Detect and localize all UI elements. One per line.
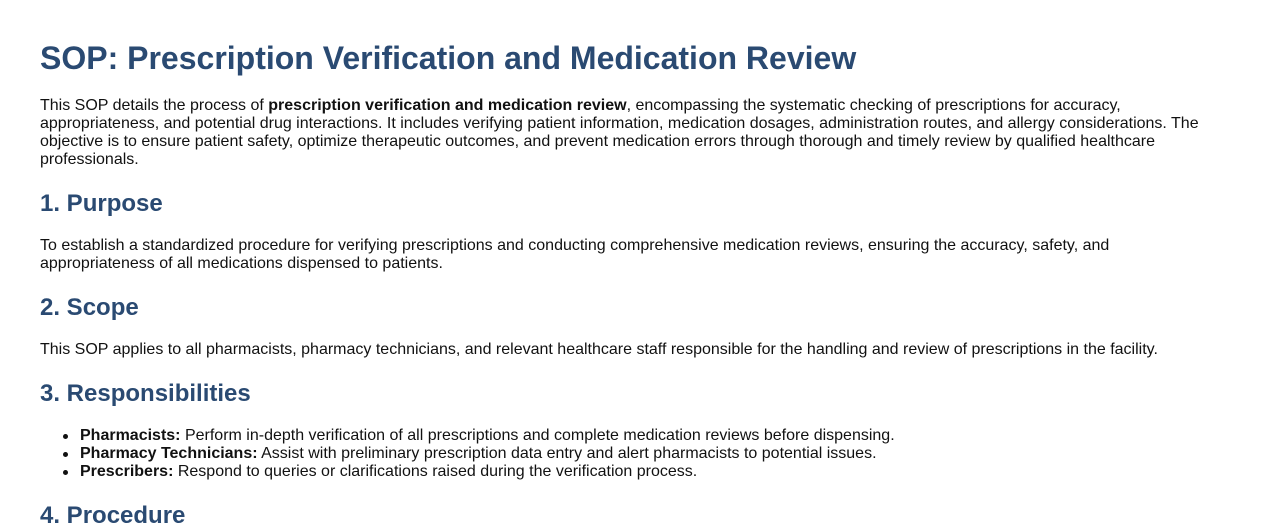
section-text-purpose: To establish a standardized procedure for verifying prescriptions and conducting comprehensive medication reviews, ensuring the accuracy, safety, and appropriateness of all medications dispensed to patients. xyxy=(40,237,1110,272)
role-label: Pharmacists: xyxy=(80,427,181,444)
role-description: Assist with preliminary prescription data entry and alert pharmacists to potential issues. xyxy=(257,445,877,462)
responsibilities-list xyxy=(40,427,895,481)
role-description: Perform in-depth verification of all prescriptions and complete medication reviews before dispensing. xyxy=(180,427,895,444)
list-item xyxy=(80,445,895,463)
intro-prefix: This SOP details the process of xyxy=(40,97,269,114)
intro-suffix: , encompassing the systematic checking of prescriptions for accuracy, appropriateness, and potential drug interactions. It includes verifying patient information, medication dosages, administration routes, and allergy considerations. The objective is to ensure patient safety, optimize therapeutic outcomes, and prevent medication errors through thorough and timely review by qualified healthcare professionals. xyxy=(40,97,1199,168)
page-title: SOP: Prescription Verification and Medication Review xyxy=(40,40,857,76)
intro-paragraph xyxy=(40,97,1210,169)
list-item xyxy=(80,463,895,481)
section-heading-scope: 2. Scope xyxy=(40,294,139,321)
section-text-scope: This SOP applies to all pharmacists, pharmacy technicians, and relevant healthcare staff responsible for the handling and review of prescriptions in the facility. xyxy=(40,341,1158,358)
section-heading-procedure: 4. Procedure xyxy=(40,502,186,529)
role-label: Pharmacy Technicians: xyxy=(80,445,258,462)
section-heading-responsibilities: 3. Responsibilities xyxy=(40,380,251,407)
role-description: Respond to queries or clarifications raised during the verification process. xyxy=(173,463,698,480)
bullet-icon xyxy=(63,470,68,475)
intro-bold-term: prescription verification and medication review xyxy=(268,97,627,114)
bullet-icon xyxy=(63,452,68,457)
role-label: Prescribers: xyxy=(80,463,174,480)
section-heading-purpose: 1. Purpose xyxy=(40,190,163,217)
bullet-icon xyxy=(63,434,68,439)
list-item xyxy=(80,427,895,445)
